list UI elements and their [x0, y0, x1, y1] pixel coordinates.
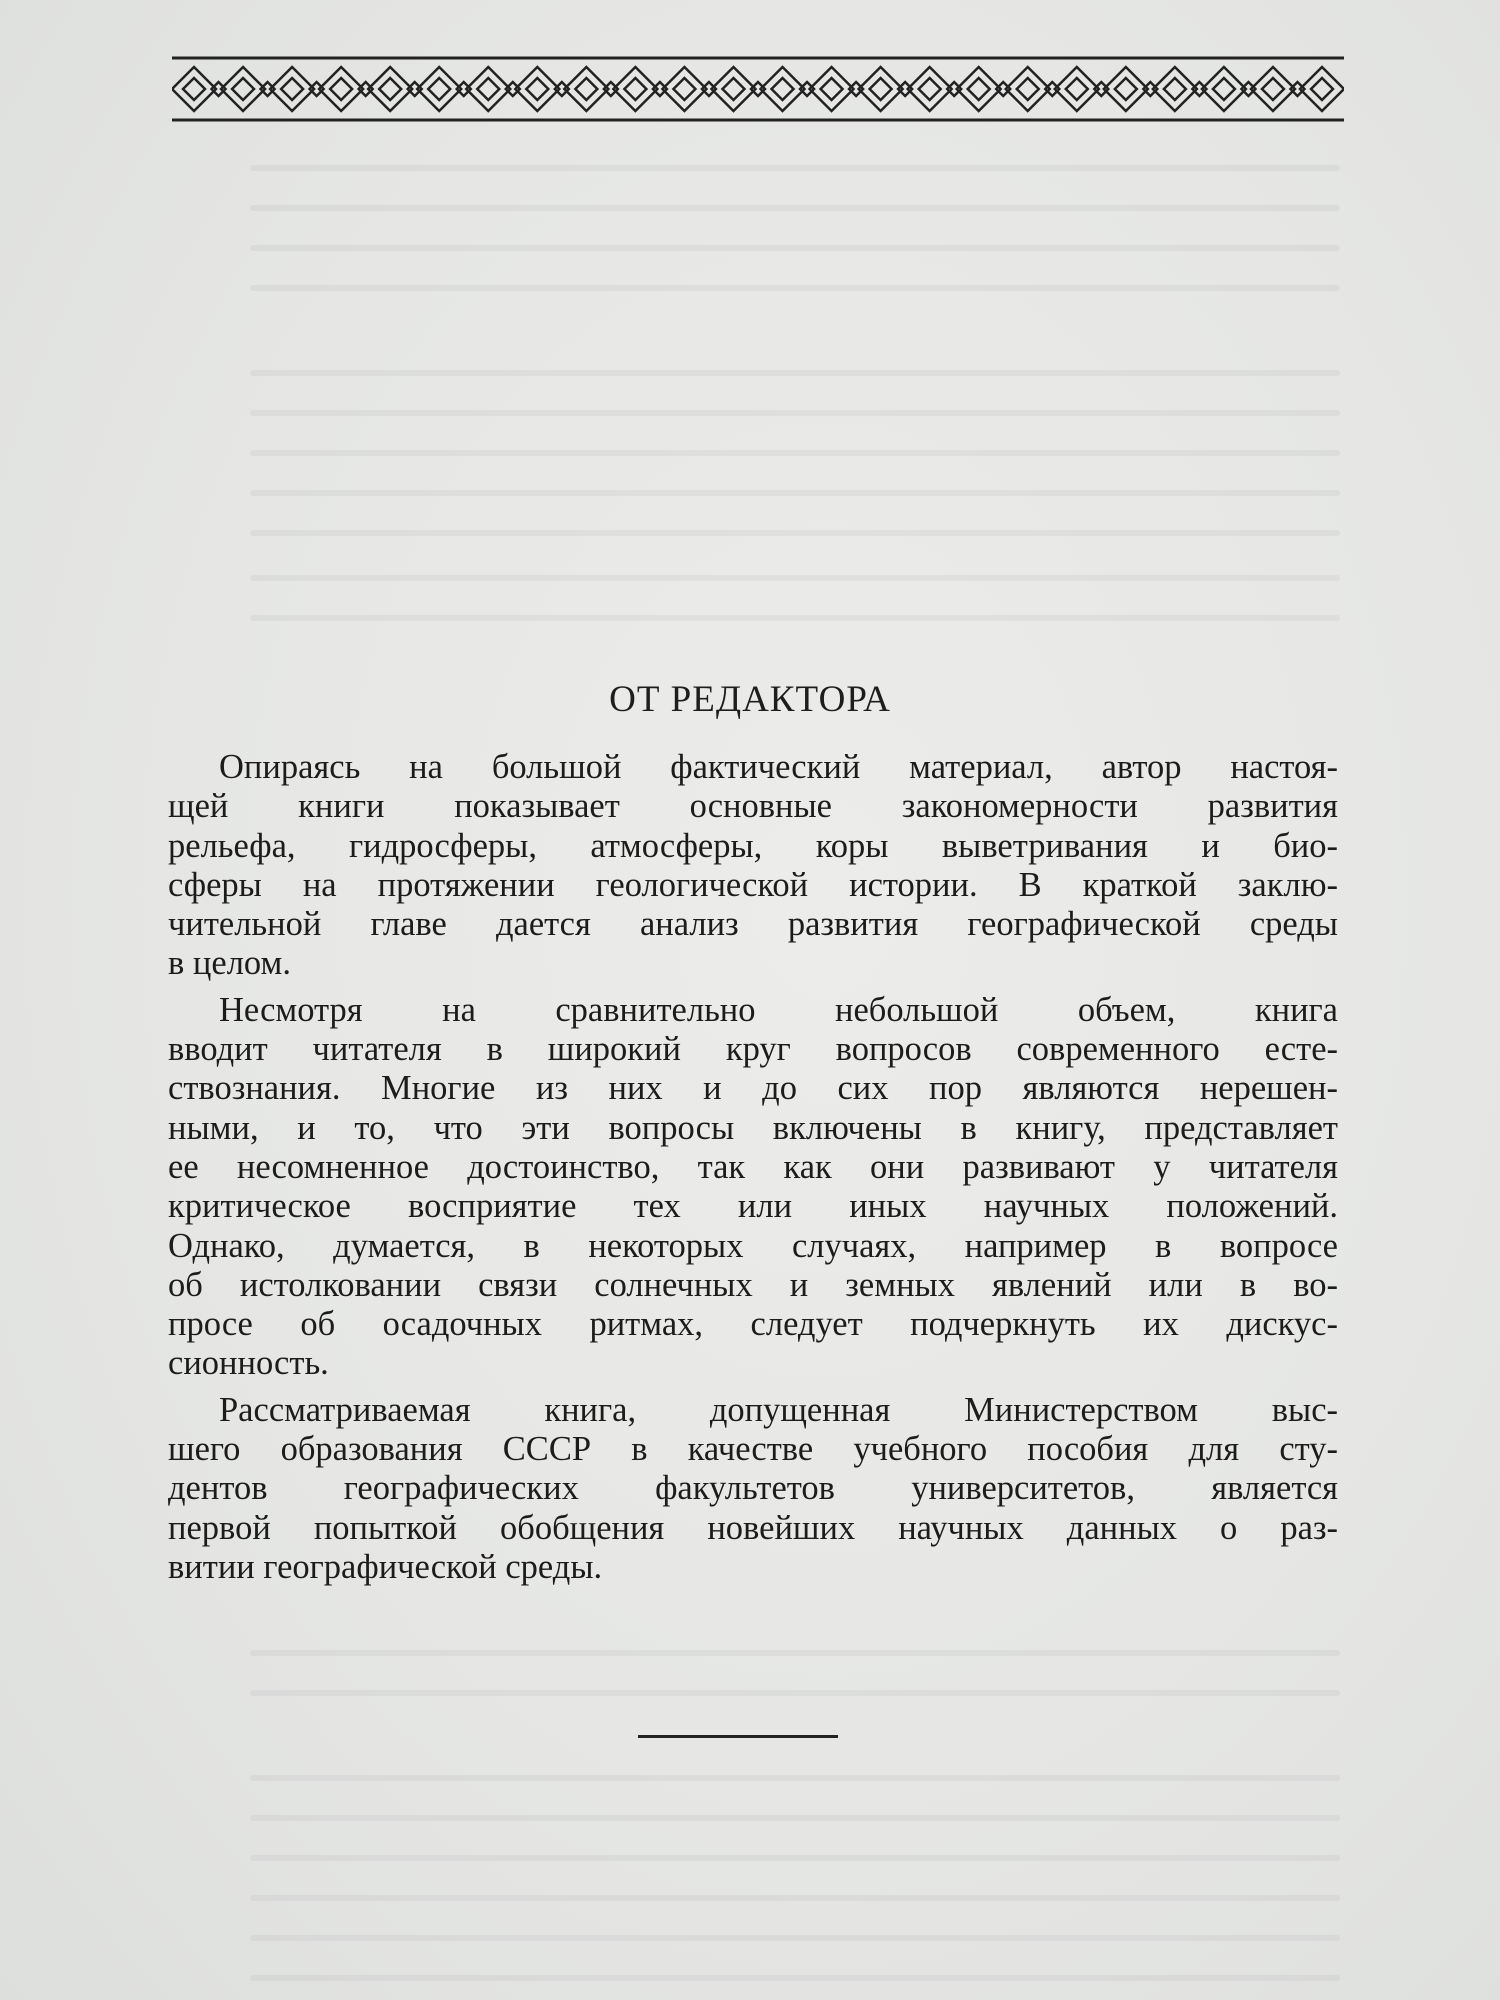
ornament-diamond	[1104, 67, 1148, 111]
ornament-link	[898, 82, 912, 96]
ornament-link	[506, 82, 520, 96]
ornament-diamond	[564, 67, 608, 111]
ornament-diamond	[810, 67, 854, 111]
ornament-link	[212, 82, 226, 96]
page-title: ОТ РЕДАКТОРА	[609, 679, 891, 720]
text-line: ее несомненное достоинство, так как они развивают у читателя	[168, 1147, 1338, 1186]
text-line: шего образования СССР в качестве учебного пособия для сту-	[168, 1430, 1338, 1469]
ornament-diamond-inner	[772, 78, 794, 100]
ornament-diamond-inner	[722, 78, 744, 100]
closing-rule	[638, 1735, 838, 1738]
bleed-through	[250, 370, 1340, 376]
ornament-diamond-inner	[870, 78, 892, 100]
ornament-diamond-inner	[330, 78, 352, 100]
bleed-through	[250, 450, 1340, 456]
ornament-diamond-inner	[1262, 78, 1284, 100]
ornament-diamond	[270, 67, 314, 111]
ornament-link	[310, 82, 324, 96]
bleed-through	[250, 1935, 1340, 1941]
ornament-link	[408, 82, 422, 96]
bleed-through	[250, 1975, 1340, 1981]
text-line: щей книги показывает основные закономерности развития	[168, 787, 1338, 826]
ornament-diamond	[368, 67, 412, 111]
ornament-diamond	[1055, 67, 1099, 111]
text-line: Однако, думается, в некоторых случаях, например в вопросе	[168, 1226, 1338, 1265]
text-line: дентов географических факультетов университетов, является	[168, 1469, 1338, 1508]
ornament-diamond	[1300, 67, 1344, 111]
ornament-diamond	[172, 67, 216, 111]
bleed-through	[250, 245, 1340, 251]
ornament-diamond-inner	[526, 78, 548, 100]
text-line: критическое восприятие тех или иных научных положений.	[168, 1187, 1338, 1226]
ornament-diamond-inner	[232, 78, 254, 100]
ornament-link	[653, 82, 667, 96]
editor-foreword-text	[168, 748, 1338, 1594]
ornament-diamond	[662, 67, 706, 111]
ornament-diamond-inner	[1164, 78, 1186, 100]
ornament-link	[702, 82, 716, 96]
bleed-through	[250, 165, 1340, 171]
bleed-through	[250, 1815, 1340, 1821]
ornament-diamond	[1153, 67, 1197, 111]
ornament-diamond-inner	[919, 78, 941, 100]
ornament-diamond-inner	[673, 78, 695, 100]
ornament-link	[800, 82, 814, 96]
ornament-diamond	[957, 67, 1001, 111]
ornament-link	[849, 82, 863, 96]
paragraph	[168, 1391, 1338, 1587]
ornament-diamond-inner	[624, 78, 646, 100]
ornament-link	[555, 82, 569, 96]
bleed-through	[250, 490, 1340, 496]
ornament-link	[996, 82, 1010, 96]
ornament-link	[359, 82, 373, 96]
ornament-diamond-inner	[575, 78, 597, 100]
ornament-diamond-inner	[968, 78, 990, 100]
text-line: первой попыткой обобщения новейших научных данных о раз-	[168, 1508, 1338, 1547]
ornament-link	[1241, 82, 1255, 96]
bleed-through	[250, 410, 1340, 416]
bleed-through	[250, 205, 1340, 211]
ornament-diamond	[761, 67, 805, 111]
ornament-link	[1192, 82, 1206, 96]
ornament-diamond	[221, 67, 265, 111]
ornament-link	[947, 82, 961, 96]
bleed-through	[250, 1895, 1340, 1901]
paragraph	[168, 991, 1338, 1384]
bleed-through	[250, 615, 1340, 621]
ornament-diamond-inner	[1311, 78, 1333, 100]
bleed-through	[250, 285, 1340, 291]
ornament-diamond-inner	[281, 78, 303, 100]
ornament-diamond	[1202, 67, 1246, 111]
ornament-diamond	[1006, 67, 1050, 111]
ornament-link	[604, 82, 618, 96]
text-line: ными, и то, что эти вопросы включены в книгу, представляет	[168, 1108, 1338, 1147]
ornament-diamond	[515, 67, 559, 111]
text-line: витии географической среды.	[168, 1547, 603, 1586]
text-line: Несмотря на сравнительно небольшой объем, книга	[219, 990, 1338, 1029]
text-line: сионность.	[168, 1344, 329, 1383]
text-line: просе об осадочных ритмах, следует подчеркнуть их дискус-	[168, 1305, 1338, 1344]
ornament-link	[457, 82, 471, 96]
ornament-link	[751, 82, 765, 96]
ornament-diamond-inner	[379, 78, 401, 100]
ornament-diamond	[613, 67, 657, 111]
ornament-diamond-inner	[1017, 78, 1039, 100]
ornament-link	[1094, 82, 1108, 96]
text-line: вводит читателя в широкий круг вопросов современного есте-	[168, 1030, 1338, 1069]
header-ornament	[172, 55, 1344, 125]
text-line: рельефа, гидросферы, атмосферы, коры выветривания и био-	[168, 826, 1338, 865]
ornament-diamond	[711, 67, 755, 111]
bleed-through	[250, 530, 1340, 536]
ornament-diamond	[319, 67, 363, 111]
text-line: сферы на протяжении геологической истории. В краткой заклю-	[168, 865, 1338, 904]
ornament-link	[1045, 82, 1059, 96]
ornament-diamond	[417, 67, 461, 111]
bleed-through	[250, 1775, 1340, 1781]
ornament-diamond	[466, 67, 510, 111]
text-line: об истолковании связи солнечных и земных явлений или в во-	[168, 1265, 1338, 1304]
bleed-through	[250, 1650, 1340, 1656]
ornament-diamond	[908, 67, 952, 111]
ornament-diamond-inner	[1066, 78, 1088, 100]
text-line: чительной главе дается анализ развития географической среды	[168, 905, 1338, 944]
text-line: ствознания. Многие из них и до сих пор являются нерешен-	[168, 1069, 1338, 1108]
bleed-through	[250, 1855, 1340, 1861]
ornament-link	[1290, 82, 1304, 96]
ornament-diamond	[1251, 67, 1295, 111]
paragraph	[168, 748, 1338, 984]
ornament-diamond-inner	[821, 78, 843, 100]
ornament-diamond	[859, 67, 903, 111]
text-line: Рассматриваемая книга, допущенная Министерством выс-	[219, 1390, 1338, 1429]
text-line: Опираясь на большой фактический материал, автор настоя-	[219, 748, 1338, 786]
ornament-diamond-inner	[1213, 78, 1235, 100]
ornament-link	[261, 82, 275, 96]
ornament-link	[1143, 82, 1157, 96]
bleed-through	[250, 1690, 1340, 1696]
ornament-diamond-inner	[428, 78, 450, 100]
ornament-diamond-inner	[1115, 78, 1137, 100]
ornament-diamond-inner	[183, 78, 205, 100]
text-line: в целом.	[168, 944, 291, 983]
ornament-diamond-inner	[477, 78, 499, 100]
bleed-through	[250, 575, 1340, 581]
